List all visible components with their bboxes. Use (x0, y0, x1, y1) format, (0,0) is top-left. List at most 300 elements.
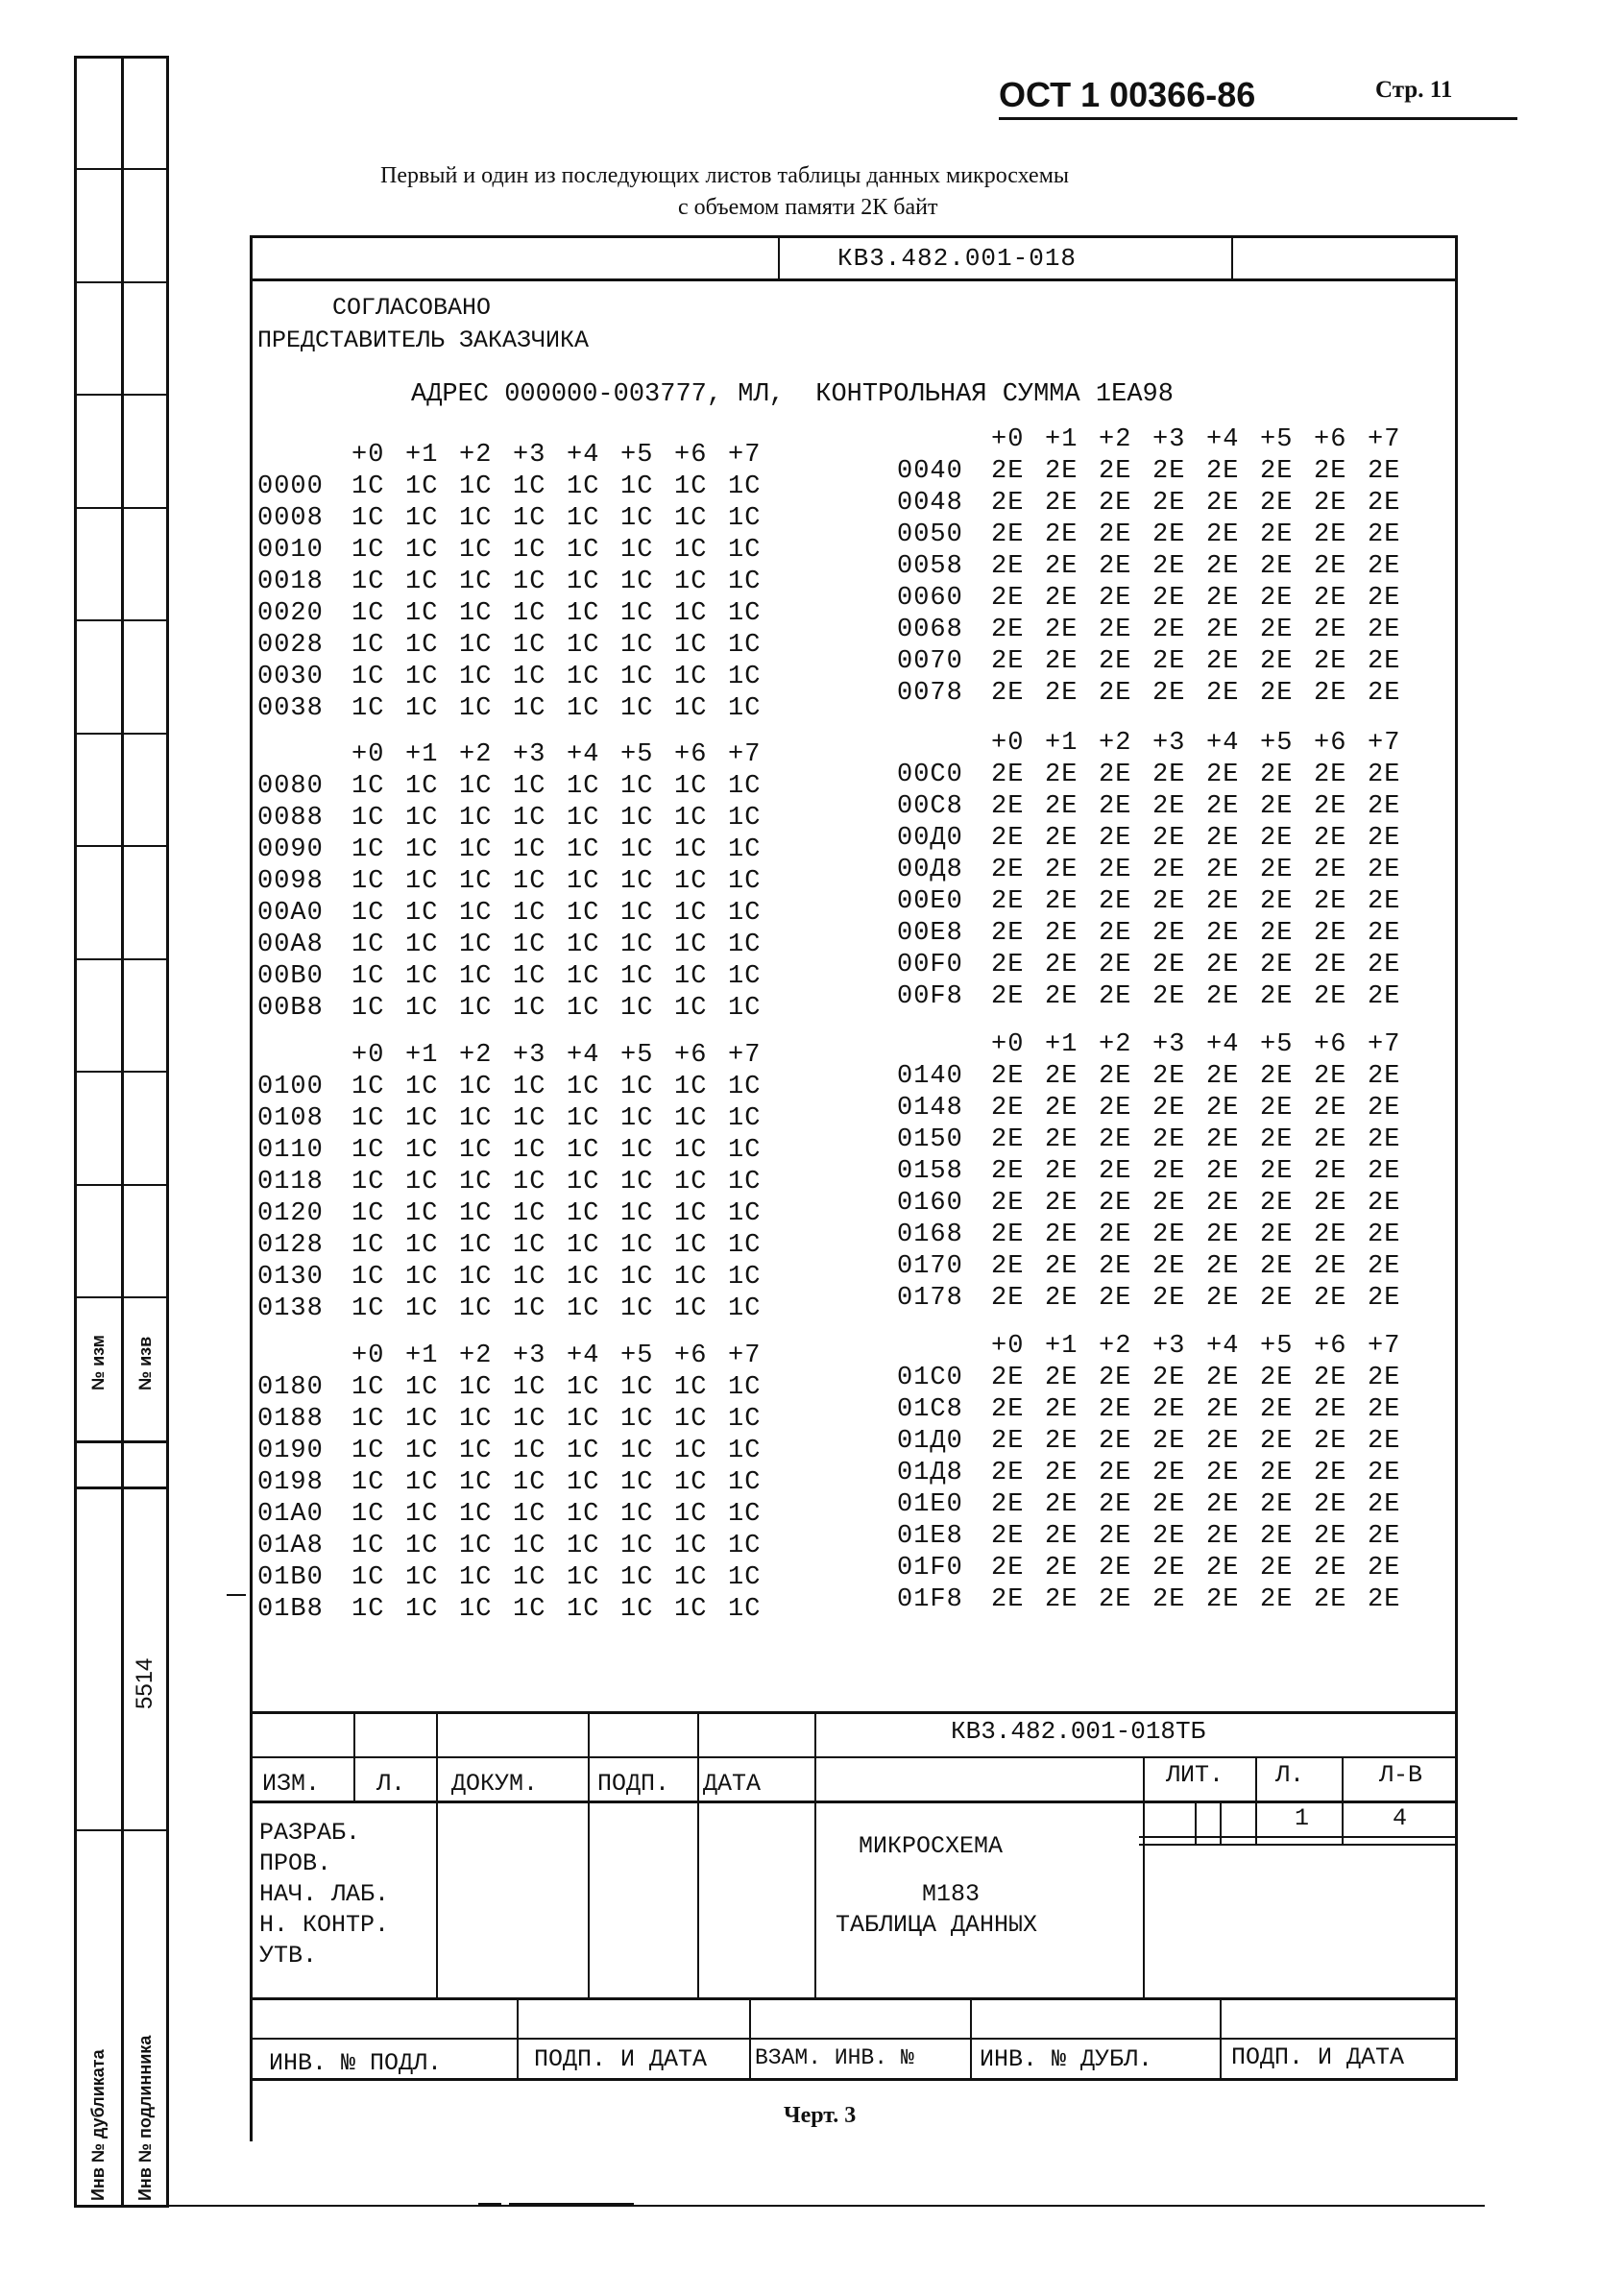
data-cell: 2E (1368, 1395, 1401, 1424)
data-cell: 1C (513, 1263, 546, 1292)
data-cell: 1C (674, 1231, 708, 1260)
data-cell: 2E (1206, 679, 1240, 708)
data-cell: 2E (1099, 1522, 1132, 1551)
table-row (257, 803, 782, 834)
table-row (257, 1072, 782, 1103)
data-cell: 2E (991, 1157, 1025, 1186)
data-cell: 2E (1099, 1395, 1132, 1424)
data-cell: 1C (459, 1437, 493, 1465)
row-address: 0058 (897, 552, 963, 581)
data-cell: 1C (459, 962, 493, 991)
data-cell: 2E (1152, 647, 1186, 676)
data-cell: 1C (620, 568, 654, 596)
data-cell: 2E (1099, 1094, 1132, 1123)
data-cell: 1C (728, 931, 762, 959)
column-header-row: +0 +1 +2 +3 +4 +5 +6 +7 (351, 1341, 762, 1370)
data-cell: 2E (1368, 1252, 1401, 1281)
data-cell: 1C (459, 631, 493, 660)
data-cell: 2E (1314, 1284, 1347, 1313)
data-cell: 2E (1045, 1427, 1079, 1456)
column-header-row: +0 +1 +2 +3 +4 +5 +6 +7 (351, 740, 762, 769)
row-address: 0040 (897, 457, 963, 486)
data-cell: 1C (405, 694, 439, 723)
data-cell: 2E (1206, 1284, 1240, 1313)
data-cell: 2E (1314, 1094, 1347, 1123)
data-cell: 1C (674, 1500, 708, 1529)
data-cell: 2E (1099, 1554, 1132, 1583)
data-cell: 1C (728, 631, 762, 660)
data-cell: 2E (1045, 1252, 1079, 1281)
data-cell: 2E (1368, 647, 1401, 676)
data-cell: 1C (405, 867, 439, 896)
table-row (257, 567, 782, 598)
data-cell: 1C (351, 962, 385, 991)
data-cell: 1C (513, 472, 546, 501)
data-cell: 1C (674, 835, 708, 864)
data-cell: 1C (728, 536, 762, 565)
data-cell: 1C (351, 1532, 385, 1560)
table-row (897, 981, 1421, 1013)
data-cell: 1C (351, 931, 385, 959)
row-address: 00E0 (897, 887, 963, 916)
data-cell: 1C (405, 1437, 439, 1465)
data-cell: 1C (674, 931, 708, 959)
data-cell: 2E (1260, 679, 1294, 708)
row-address: 0118 (257, 1168, 324, 1196)
table-row (257, 1293, 782, 1325)
data-cell: 2E (1045, 1364, 1079, 1392)
data-cell: 2E (1260, 1585, 1294, 1614)
data-cell: 2E (1099, 457, 1132, 486)
data-cell: 1C (459, 663, 493, 691)
data-cell: 1C (405, 663, 439, 691)
row-address: 0098 (257, 867, 324, 896)
data-cell: 2E (1368, 1094, 1401, 1123)
data-cell: 1C (405, 536, 439, 565)
margin-number: 5514 (132, 1657, 158, 1709)
data-cell: 2E (1260, 1364, 1294, 1392)
data-cell: 2E (1206, 1252, 1240, 1281)
approval-line-2: ПРЕДСТАВИТЕЛЬ ЗАКАЗЧИКА (257, 326, 590, 354)
row-address: 00Д0 (897, 824, 963, 853)
data-cell: 1C (351, 504, 385, 533)
data-cell: 1C (728, 1104, 762, 1133)
data-cell: 1C (567, 536, 600, 565)
data-cell: 2E (1099, 1252, 1132, 1281)
data-cell: 2E (991, 552, 1025, 581)
bottom-inv-dubl: ИНВ. № ДУБЛ. (980, 2045, 1153, 2073)
table-row (257, 1262, 782, 1293)
data-cell: 1C (459, 1468, 493, 1497)
row-address: 0010 (257, 536, 324, 565)
data-cell: 2E (1206, 1522, 1240, 1551)
data-cell: 1C (351, 694, 385, 723)
inv-podl-label: Инв № подлинника (135, 2035, 155, 2201)
data-cell: 2E (1206, 1490, 1240, 1519)
data-cell: 1C (567, 568, 600, 596)
data-cell: 2E (1260, 856, 1294, 884)
data-cell: 2E (1099, 792, 1132, 821)
data-cell: 2E (1045, 1459, 1079, 1487)
data-cell: 2E (1045, 1094, 1079, 1123)
stamp-podp: ПОДП. (597, 1770, 670, 1798)
data-cell: 2E (991, 824, 1025, 853)
row-address: 0080 (257, 772, 324, 801)
row-address: 0000 (257, 472, 324, 501)
role-n-kontr: Н. КОНТР. (259, 1911, 390, 1939)
izv-margin-label: № изв (135, 1336, 155, 1390)
data-cell: 2E (1260, 1094, 1294, 1123)
data-cell: 2E (1099, 1284, 1132, 1313)
bottom-vzam-inv: ВЗАМ. ИНВ. № (755, 2045, 914, 2070)
data-cell: 2E (1099, 1189, 1132, 1218)
data-cell: 1C (459, 1231, 493, 1260)
data-cell: 1C (459, 1104, 493, 1133)
data-cell: 1C (728, 504, 762, 533)
data-cell: 2E (1152, 1157, 1186, 1186)
row-address: 0198 (257, 1468, 324, 1497)
data-cell: 1C (728, 1199, 762, 1228)
data-cell: 1C (620, 899, 654, 928)
data-cell: 1C (459, 694, 493, 723)
data-cell: 1C (620, 931, 654, 959)
data-cell: 1C (567, 1168, 600, 1196)
data-cell: 1C (674, 804, 708, 833)
data-cell: 2E (1260, 982, 1294, 1011)
data-cell: 1C (674, 1136, 708, 1165)
stamp-dokum: ДОКУМ. (451, 1770, 539, 1798)
column-header-row: +0 +1 +2 +3 +4 +5 +6 +7 (991, 729, 1401, 758)
data-cell: 1C (405, 1136, 439, 1165)
data-cell: 1C (567, 1073, 600, 1101)
data-cell: 2E (991, 1459, 1025, 1487)
data-cell: 1C (567, 1595, 600, 1624)
data-cell: 2E (1045, 951, 1079, 979)
row-address: 00C8 (897, 792, 963, 821)
table-row (257, 1436, 782, 1467)
data-cell: 1C (513, 899, 546, 928)
data-cell: 2E (1314, 792, 1347, 821)
data-cell: 2E (991, 584, 1025, 613)
data-cell: 1C (351, 1563, 385, 1592)
data-cell: 1C (728, 1437, 762, 1465)
data-cell: 1C (351, 472, 385, 501)
data-cell: 1C (567, 962, 600, 991)
column-header-row: +0 +1 +2 +3 +4 +5 +6 +7 (351, 441, 762, 470)
data-cell: 2E (1152, 1284, 1186, 1313)
table-row (897, 1363, 1421, 1394)
data-cell: 2E (991, 951, 1025, 979)
data-cell: 1C (513, 568, 546, 596)
data-cell: 2E (991, 1427, 1025, 1456)
data-cell: 1C (620, 1168, 654, 1196)
data-cell: 1C (513, 1231, 546, 1260)
data-cell: 1C (405, 1373, 439, 1402)
table-row (897, 678, 1421, 710)
row-address: 0150 (897, 1125, 963, 1154)
data-cell: 2E (1368, 856, 1401, 884)
table-row (897, 855, 1421, 886)
bottom-inv-podl: ИНВ. № ПОДЛ. (269, 2049, 443, 2077)
data-cell: 1C (405, 1595, 439, 1624)
data-cell: 1C (459, 1136, 493, 1165)
data-cell: 1C (351, 1373, 385, 1402)
row-address: 01A8 (257, 1532, 324, 1560)
data-cell: 1C (459, 1405, 493, 1434)
data-cell: 1C (351, 994, 385, 1023)
data-cell: 2E (1260, 647, 1294, 676)
data-cell: 1C (513, 663, 546, 691)
data-cell: 2E (991, 761, 1025, 789)
data-cell: 2E (991, 856, 1025, 884)
data-cell: 2E (1314, 584, 1347, 613)
data-cell: 1C (405, 1500, 439, 1529)
row-address: 0190 (257, 1437, 324, 1465)
data-cell: 2E (1045, 1062, 1079, 1091)
row-address: 01B0 (257, 1563, 324, 1592)
row-address: 0170 (897, 1252, 963, 1281)
stamp-data: ДАТА (703, 1770, 762, 1798)
data-cell: 1C (351, 772, 385, 801)
data-cell: 2E (991, 919, 1025, 948)
izm-margin-label: № изм (88, 1335, 108, 1390)
data-cell: 1C (405, 599, 439, 628)
table-row (257, 1562, 782, 1594)
data-cell: 1C (728, 1073, 762, 1101)
data-cell: 1C (728, 694, 762, 723)
data-cell: 1C (459, 1168, 493, 1196)
data-cell: 1C (728, 568, 762, 596)
data-cell: 2E (1260, 1062, 1294, 1091)
data-cell: 1C (513, 1136, 546, 1165)
data-cell: 2E (991, 887, 1025, 916)
data-cell: 2E (1368, 919, 1401, 948)
data-cell: 1C (728, 472, 762, 501)
data-cell: 2E (1260, 824, 1294, 853)
table-row (257, 993, 782, 1025)
row-address: 0180 (257, 1373, 324, 1402)
data-cell: 2E (1260, 1221, 1294, 1249)
stamp-document-code: КВ3.482.001-018ТБ (951, 1717, 1206, 1746)
table-row (257, 1135, 782, 1167)
data-cell: 1C (620, 599, 654, 628)
data-cell: 1C (620, 1595, 654, 1624)
data-cell: 2E (1314, 887, 1347, 916)
data-cell: 1C (567, 1500, 600, 1529)
data-cell: 1C (567, 804, 600, 833)
data-cell: 1C (513, 1405, 546, 1434)
data-cell: 2E (1314, 824, 1347, 853)
data-cell: 2E (1099, 1490, 1132, 1519)
data-cell: 1C (620, 772, 654, 801)
row-address: 01F0 (897, 1554, 963, 1583)
row-address: 0188 (257, 1405, 324, 1434)
data-cell: 2E (1099, 616, 1132, 644)
table-row (257, 1531, 782, 1562)
data-cell: 2E (1260, 887, 1294, 916)
data-cell: 1C (405, 1168, 439, 1196)
data-cell: 2E (1152, 1094, 1186, 1123)
table-row (897, 1188, 1421, 1220)
scan-mark (227, 1594, 246, 1596)
data-cell: 1C (620, 536, 654, 565)
data-cell: 1C (513, 504, 546, 533)
data-cell: 2E (1099, 1062, 1132, 1091)
data-cell: 1C (567, 1563, 600, 1592)
table-row (897, 583, 1421, 615)
row-address: 0128 (257, 1231, 324, 1260)
data-cell: 2E (1314, 679, 1347, 708)
data-cell: 1C (674, 536, 708, 565)
data-cell: 2E (1314, 520, 1347, 549)
data-cell: 1C (674, 472, 708, 501)
bottom-podp-data-2: ПОДП. И ДАТА (1231, 2043, 1405, 2071)
data-cell: 2E (1368, 1189, 1401, 1218)
data-cell: 1C (620, 1500, 654, 1529)
data-cell: 2E (1152, 552, 1186, 581)
data-cell: 1C (567, 663, 600, 691)
data-cell: 1C (728, 1532, 762, 1560)
data-cell: 1C (513, 631, 546, 660)
bottom-podp-data-1: ПОДП. И ДАТА (534, 2045, 708, 2073)
data-cell: 2E (1152, 824, 1186, 853)
data-cell: 2E (1206, 1157, 1240, 1186)
stamp-title-1: МИКРОСХЕМА (859, 1832, 1004, 1860)
data-cell: 2E (991, 1221, 1025, 1249)
stamp-title-3: ТАБЛИЦА ДАННЫХ (836, 1911, 1038, 1939)
data-cell: 1C (620, 1136, 654, 1165)
data-cell: 1C (674, 1199, 708, 1228)
row-address: 0140 (897, 1062, 963, 1091)
data-cell: 1C (351, 1437, 385, 1465)
data-cell: 1C (351, 1168, 385, 1196)
data-cell: 1C (405, 835, 439, 864)
data-cell: 2E (1045, 824, 1079, 853)
data-cell: 2E (1260, 1157, 1294, 1186)
data-cell: 1C (567, 899, 600, 928)
data-cell: 1C (351, 867, 385, 896)
data-cell: 1C (567, 835, 600, 864)
data-cell: 2E (1045, 1490, 1079, 1519)
data-cell: 2E (1099, 951, 1132, 979)
data-cell: 2E (1206, 457, 1240, 486)
data-cell: 1C (405, 899, 439, 928)
data-cell: 1C (459, 1595, 493, 1624)
data-cell: 2E (1152, 1554, 1186, 1583)
data-cell: 2E (1368, 1284, 1401, 1313)
row-address: 00A0 (257, 899, 324, 928)
data-cell: 2E (1206, 1427, 1240, 1456)
table-row (897, 456, 1421, 488)
table-row (897, 1521, 1421, 1553)
data-cell: 2E (991, 1189, 1025, 1218)
data-block-left-3 (257, 1040, 782, 1325)
data-cell: 1C (351, 1405, 385, 1434)
row-address: 0120 (257, 1199, 324, 1228)
table-row (897, 615, 1421, 646)
data-cell: 2E (1260, 1252, 1294, 1281)
approval-line-1: СОГЛАСОВАНО (332, 294, 492, 322)
data-cell: 2E (1045, 982, 1079, 1011)
data-cell: 1C (567, 1405, 600, 1434)
data-cell: 1C (567, 504, 600, 533)
data-cell: 1C (567, 772, 600, 801)
data-cell: 1C (459, 599, 493, 628)
data-cell: 1C (674, 1373, 708, 1402)
data-cell: 2E (1099, 919, 1132, 948)
data-cell: 1C (405, 1263, 439, 1292)
data-cell: 1C (459, 1199, 493, 1228)
data-cell: 1C (674, 962, 708, 991)
row-address: 00C0 (897, 761, 963, 789)
role-razrab: РАЗРАБ. (259, 1819, 361, 1847)
data-cell: 1C (513, 1468, 546, 1497)
data-cell: 2E (991, 1062, 1025, 1091)
data-cell: 2E (991, 679, 1025, 708)
data-cell: 1C (728, 962, 762, 991)
data-cell: 2E (1206, 520, 1240, 549)
data-cell: 1C (513, 599, 546, 628)
data-cell: 2E (1314, 1522, 1347, 1551)
data-cell: 1C (405, 568, 439, 596)
data-cell: 1C (620, 1231, 654, 1260)
data-cell: 2E (1314, 951, 1347, 979)
data-cell: 2E (1152, 951, 1186, 979)
data-cell: 2E (991, 1554, 1025, 1583)
table-row (257, 1167, 782, 1198)
data-cell: 2E (1099, 679, 1132, 708)
table-row (897, 488, 1421, 520)
data-cell: 1C (513, 1595, 546, 1624)
row-address: 00F0 (897, 951, 963, 979)
row-address: 0048 (897, 489, 963, 518)
row-address: 01Д8 (897, 1459, 963, 1487)
data-cell: 1C (351, 835, 385, 864)
data-cell: 2E (1152, 679, 1186, 708)
row-address: 0148 (897, 1094, 963, 1123)
row-address: 0020 (257, 599, 324, 628)
data-cell: 2E (1314, 647, 1347, 676)
data-cell: 1C (405, 1199, 439, 1228)
data-cell: 2E (1152, 1427, 1186, 1456)
stamp-lit: ЛИТ. (1166, 1761, 1224, 1789)
data-cell: 2E (1045, 1395, 1079, 1424)
data-cell: 2E (1206, 1459, 1240, 1487)
inv-dubl-label: Инв № дубликата (88, 2049, 108, 2201)
data-cell: 1C (674, 899, 708, 928)
data-cell: 2E (1206, 1221, 1240, 1249)
data-cell: 2E (1368, 552, 1401, 581)
row-address: 0050 (897, 520, 963, 549)
data-cell: 2E (991, 489, 1025, 518)
data-cell: 1C (459, 1563, 493, 1592)
data-cell: 1C (620, 1468, 654, 1497)
row-address: 0178 (897, 1284, 963, 1313)
data-cell: 1C (674, 1437, 708, 1465)
data-cell: 1C (459, 1532, 493, 1560)
row-address: 0088 (257, 804, 324, 833)
row-address: 0160 (897, 1189, 963, 1218)
data-cell: 2E (991, 1094, 1025, 1123)
data-cell: 1C (513, 1073, 546, 1101)
data-cell: 1C (567, 472, 600, 501)
data-cell: 1C (459, 472, 493, 501)
data-cell: 1C (405, 931, 439, 959)
table-row (897, 1156, 1421, 1188)
data-cell: 1C (459, 1373, 493, 1402)
data-cell: 2E (1152, 1189, 1186, 1218)
data-cell: 2E (1152, 520, 1186, 549)
